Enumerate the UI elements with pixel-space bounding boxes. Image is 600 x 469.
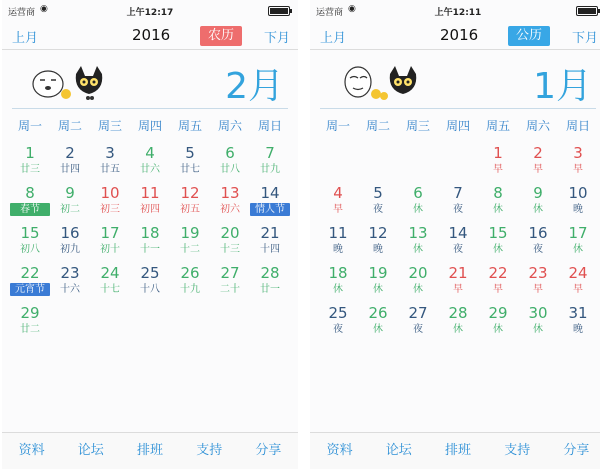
day-cell[interactable] [402, 184, 434, 218]
day-subtitle: 休 [453, 324, 463, 335]
day-cell[interactable] [14, 144, 46, 178]
battery-icon [268, 6, 290, 16]
day-number: 1 [493, 144, 503, 162]
month-title: 1月 [533, 66, 592, 107]
day-number: 2 [533, 144, 543, 162]
day-subtitle: 廿五 [100, 164, 120, 175]
day-subtitle: 休 [373, 284, 383, 295]
day-subtitle: 休 [413, 244, 423, 255]
day-cell[interactable] [174, 224, 206, 258]
status-bar [310, 0, 600, 20]
day-subtitle: 早 [533, 164, 543, 175]
day-subtitle: 十一 [140, 244, 160, 255]
status-time: 上午12:17 [126, 8, 174, 18]
day-cell[interactable] [134, 264, 166, 298]
day-cell[interactable] [54, 224, 86, 258]
day-number: 19 [368, 264, 388, 282]
day-number: 13 [220, 184, 240, 202]
weekday-label: 周二 [365, 119, 390, 133]
month-nav [310, 22, 600, 48]
weekday-label: 周五 [177, 119, 202, 133]
day-cell[interactable] [482, 304, 514, 338]
tab-schedule[interactable]: 排班 [445, 443, 472, 458]
day-cell[interactable] [562, 264, 594, 298]
solar-calendar-screen [310, 0, 600, 469]
day-cell[interactable] [402, 224, 434, 258]
day-number: 15 [488, 224, 508, 242]
day-cell[interactable] [362, 304, 394, 338]
nav-divider [2, 49, 298, 50]
weekday-label: 周四 [137, 119, 162, 133]
day-number: 1 [25, 144, 35, 162]
day-subtitle: 廿二 [20, 324, 40, 335]
day-number: 21 [448, 264, 468, 282]
weekday-label: 周三 [97, 119, 122, 133]
day-subtitle: 廿三 [20, 164, 40, 175]
day-number: 5 [373, 184, 383, 202]
holiday-badge: 元宵节 [10, 283, 50, 296]
day-number: 20 [220, 224, 240, 242]
day-subtitle: 休 [373, 324, 383, 335]
day-subtitle: 休 [413, 204, 423, 215]
day-number: 16 [60, 224, 80, 242]
day-cell[interactable] [94, 144, 126, 178]
day-number: 23 [528, 264, 548, 282]
day-subtitle: 廿六 [140, 164, 160, 175]
weekday-label: 周三 [405, 119, 430, 133]
day-number: 20 [408, 264, 428, 282]
day-subtitle: 休 [533, 324, 543, 335]
day-cell[interactable] [254, 144, 286, 178]
day-number: 8 [25, 184, 35, 202]
day-subtitle: 十三 [220, 244, 240, 255]
day-number: 7 [265, 144, 275, 162]
day-subtitle: 十九 [180, 284, 200, 295]
day-number: 25 [328, 304, 348, 322]
day-number: 14 [448, 224, 468, 242]
year-label: 2016 [440, 26, 479, 44]
day-subtitle: 夜 [533, 244, 543, 255]
day-number: 27 [408, 304, 428, 322]
day-subtitle: 初二 [60, 204, 80, 215]
lunar-toggle-button[interactable]: 农历 [200, 26, 242, 46]
day-cell[interactable] [362, 264, 394, 298]
day-number: 31 [568, 304, 588, 322]
day-cell[interactable] [522, 144, 554, 178]
day-subtitle: 十七 [100, 284, 120, 295]
nav-divider [310, 49, 600, 50]
day-subtitle: 晚 [333, 244, 343, 255]
day-subtitle: 休 [493, 244, 503, 255]
day-cell[interactable] [322, 224, 354, 258]
day-number: 16 [528, 224, 548, 242]
day-cell[interactable] [562, 144, 594, 178]
day-subtitle: 夜 [373, 204, 383, 215]
day-subtitle: 廿八 [220, 164, 240, 175]
day-number: 4 [333, 184, 343, 202]
day-number: 10 [100, 184, 120, 202]
day-subtitle: 夜 [453, 204, 463, 215]
day-number: 22 [488, 264, 508, 282]
battery-icon [576, 6, 598, 16]
day-cell[interactable] [94, 264, 126, 298]
carrier-label: 运营商 [8, 8, 36, 18]
weekday-label: 周一 [17, 119, 42, 133]
day-cell[interactable] [322, 304, 354, 338]
day-subtitle: 早 [573, 284, 583, 295]
day-number: 12 [368, 224, 388, 242]
day-cell[interactable] [174, 264, 206, 298]
day-number: 2 [65, 144, 75, 162]
tab-forum[interactable]: 论坛 [385, 443, 412, 458]
day-cell[interactable] [442, 184, 474, 218]
day-cell[interactable] [54, 184, 86, 218]
day-number: 9 [533, 184, 543, 202]
day-subtitle: 二十 [220, 284, 240, 295]
day-number: 30 [528, 304, 548, 322]
day-subtitle: 初八 [20, 244, 40, 255]
day-cell[interactable] [482, 184, 514, 218]
day-subtitle: 早 [333, 204, 343, 215]
day-cell[interactable] [94, 184, 126, 218]
tab-support[interactable]: 支持 [504, 443, 531, 458]
weekday-label: 周一 [325, 119, 350, 133]
day-cell[interactable] [562, 224, 594, 258]
lunar-calendar-screen [2, 0, 298, 469]
tab-support[interactable]: 支持 [196, 443, 223, 458]
day-subtitle: 晚 [573, 204, 583, 215]
day-cell[interactable] [214, 144, 246, 178]
day-number: 18 [140, 224, 160, 242]
day-subtitle: 晚 [373, 244, 383, 255]
month-nav [2, 22, 298, 48]
day-subtitle: 休 [533, 204, 543, 215]
day-cell[interactable] [14, 304, 46, 338]
next-month-button[interactable]: 下月 [571, 31, 598, 46]
day-subtitle: 十二 [180, 244, 200, 255]
month-title: 2月 [225, 66, 284, 107]
header-underline [12, 108, 288, 109]
day-number: 19 [180, 224, 200, 242]
day-cell[interactable] [442, 224, 474, 258]
day-cell[interactable] [250, 184, 290, 218]
holiday-badge: 春节 [10, 203, 50, 216]
day-cell[interactable] [10, 264, 50, 298]
day-number: 11 [140, 184, 160, 202]
day-number: 13 [408, 224, 428, 242]
day-number: 27 [220, 264, 240, 282]
day-subtitle: 早 [453, 284, 463, 295]
day-subtitle: 十六 [60, 284, 80, 295]
day-subtitle: 夜 [453, 244, 463, 255]
day-cell[interactable] [54, 144, 86, 178]
day-number: 29 [20, 304, 40, 322]
year-label: 2016 [132, 26, 171, 44]
weekday-label: 周六 [525, 119, 550, 133]
day-number: 6 [413, 184, 423, 202]
screen-gap [298, 0, 310, 469]
day-number: 24 [100, 264, 120, 282]
day-subtitle: 休 [333, 284, 343, 295]
solar-toggle-button[interactable]: 公历 [508, 26, 550, 46]
day-cell[interactable] [14, 224, 46, 258]
day-subtitle: 廿七 [180, 164, 200, 175]
day-cell[interactable] [254, 264, 286, 298]
bottom-tab-bar [310, 432, 600, 469]
day-number: 29 [488, 304, 508, 322]
day-subtitle: 休 [493, 204, 503, 215]
day-cell[interactable] [10, 184, 50, 218]
day-number: 9 [65, 184, 75, 202]
mascot-illustration [334, 60, 424, 104]
carrier-label: 运营商 [316, 8, 344, 18]
day-number: 10 [568, 184, 588, 202]
day-subtitle: 早 [533, 284, 543, 295]
day-number: 17 [568, 224, 588, 242]
day-cell[interactable] [522, 304, 554, 338]
day-cell[interactable] [322, 264, 354, 298]
day-cell[interactable] [362, 184, 394, 218]
day-subtitle: 早 [573, 164, 583, 175]
weekday-label: 周日 [257, 119, 282, 133]
day-cell[interactable] [214, 184, 246, 218]
day-cell[interactable] [214, 224, 246, 258]
day-cell[interactable] [562, 304, 594, 338]
day-number: 4 [145, 144, 155, 162]
day-number: 3 [105, 144, 115, 162]
day-cell[interactable] [482, 224, 514, 258]
day-number: 17 [100, 224, 120, 242]
day-cell[interactable] [174, 184, 206, 218]
day-number: 11 [328, 224, 348, 242]
day-cell[interactable] [214, 264, 246, 298]
day-number: 7 [453, 184, 463, 202]
day-cell[interactable] [94, 224, 126, 258]
day-subtitle: 初四 [140, 204, 160, 215]
day-subtitle: 早 [493, 284, 503, 295]
day-cell[interactable] [402, 304, 434, 338]
tab-share[interactable]: 分享 [563, 443, 590, 458]
next-month-button[interactable]: 下月 [263, 31, 290, 46]
day-number: 21 [260, 224, 280, 242]
day-subtitle: 休 [573, 244, 583, 255]
mascot-illustration [26, 60, 116, 104]
day-cell[interactable] [254, 224, 286, 258]
day-cell[interactable] [134, 224, 166, 258]
day-subtitle: 廿九 [260, 164, 280, 175]
day-cell[interactable] [522, 264, 554, 298]
day-number: 26 [180, 264, 200, 282]
day-number: 6 [225, 144, 235, 162]
day-subtitle: 休 [413, 284, 423, 295]
tab-profile[interactable]: 资料 [18, 443, 45, 458]
weekday-label: 周六 [217, 119, 242, 133]
status-bar [2, 0, 298, 20]
day-number: 14 [260, 184, 280, 202]
wifi-icon: ◉ [348, 4, 356, 14]
prev-month-button[interactable]: 上月 [12, 31, 39, 46]
day-cell[interactable] [54, 264, 86, 298]
day-subtitle: 廿四 [60, 164, 80, 175]
day-subtitle: 早 [493, 164, 503, 175]
day-cell[interactable] [522, 184, 554, 218]
day-cell[interactable] [522, 224, 554, 258]
bottom-tab-bar [2, 432, 298, 469]
day-number: 3 [573, 144, 583, 162]
status-time: 上午12:11 [434, 8, 482, 18]
weekday-label: 周四 [445, 119, 470, 133]
weekday-label: 周日 [565, 119, 590, 133]
wifi-icon: ◉ [40, 4, 48, 14]
day-subtitle: 休 [493, 324, 503, 335]
tab-schedule[interactable]: 排班 [137, 443, 164, 458]
day-subtitle: 十八 [140, 284, 160, 295]
day-number: 26 [368, 304, 388, 322]
day-subtitle: 晚 [573, 324, 583, 335]
day-cell[interactable] [174, 144, 206, 178]
day-number: 12 [180, 184, 200, 202]
day-cell[interactable] [482, 264, 514, 298]
day-subtitle: 夜 [413, 324, 423, 335]
day-number: 8 [493, 184, 503, 202]
day-number: 22 [20, 264, 40, 282]
day-number: 25 [140, 264, 160, 282]
day-number: 5 [185, 144, 195, 162]
day-number: 23 [60, 264, 80, 282]
day-number: 24 [568, 264, 588, 282]
day-cell[interactable] [402, 264, 434, 298]
day-subtitle: 初十 [100, 244, 120, 255]
day-cell[interactable] [482, 144, 514, 178]
day-subtitle: 初五 [180, 204, 200, 215]
day-subtitle: 夜 [333, 324, 343, 335]
day-number: 18 [328, 264, 348, 282]
day-subtitle: 初三 [100, 204, 120, 215]
holiday-badge: 情人节 [250, 203, 290, 216]
day-subtitle: 廿一 [260, 284, 280, 295]
weekday-header [318, 117, 598, 133]
day-subtitle: 十四 [260, 244, 280, 255]
weekday-header [10, 117, 290, 133]
tab-forum[interactable]: 论坛 [77, 443, 104, 458]
header-underline [320, 108, 596, 109]
tab-profile[interactable]: 资料 [326, 443, 353, 458]
weekday-label: 周二 [57, 119, 82, 133]
day-cell[interactable] [442, 264, 474, 298]
day-number: 15 [20, 224, 40, 242]
day-cell[interactable] [362, 224, 394, 258]
day-number: 28 [260, 264, 280, 282]
day-cell[interactable] [562, 184, 594, 218]
tab-share[interactable]: 分享 [255, 443, 282, 458]
day-cell[interactable] [322, 184, 354, 218]
day-subtitle: 初九 [60, 244, 80, 255]
day-cell[interactable] [134, 144, 166, 178]
day-number: 28 [448, 304, 468, 322]
weekday-label: 周五 [485, 119, 510, 133]
day-cell[interactable] [442, 304, 474, 338]
day-cell[interactable] [134, 184, 166, 218]
day-subtitle: 初六 [220, 204, 240, 215]
prev-month-button[interactable]: 上月 [320, 31, 347, 46]
